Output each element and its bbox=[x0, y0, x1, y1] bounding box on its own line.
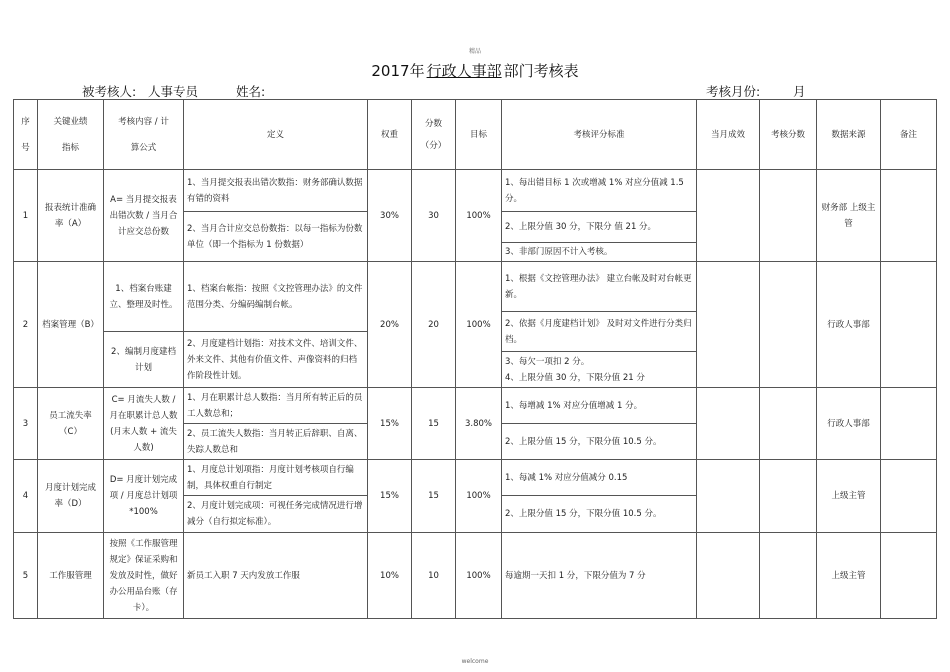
assessment-table bbox=[13, 99, 937, 619]
cell-standard: 2、上限分值 30 分，下限分 值 21 分。 bbox=[502, 212, 697, 243]
col-remark: 备注 bbox=[881, 100, 937, 170]
table-row bbox=[14, 170, 937, 212]
cell-assess-score bbox=[760, 170, 817, 262]
cell-score: 10 bbox=[412, 533, 456, 619]
month-unit: 月 bbox=[793, 84, 806, 99]
cell-score: 15 bbox=[412, 460, 456, 533]
assessee-value: 人事专员 bbox=[148, 84, 199, 99]
cell-remark bbox=[881, 460, 937, 533]
cell-weight: 10% bbox=[368, 533, 412, 619]
cell-content: C= 月流失人数 / 月在职累计总人数(月末人数 + 流失人数) bbox=[104, 388, 184, 460]
cell-weight: 15% bbox=[368, 460, 412, 533]
cell-actual bbox=[697, 460, 760, 533]
cell-target: 100% bbox=[456, 170, 502, 262]
cell-standard: 1、每减 1% 对应分值减分 0.15 bbox=[502, 460, 697, 496]
col-content: 考核内容 / 计 算公式 bbox=[104, 100, 184, 170]
cell-assess-score bbox=[760, 533, 817, 619]
cell-seq: 4 bbox=[14, 460, 38, 533]
cell-definition: 1、档案台帐指：按照《文控管理办法》的文件范围分类、分编码编制台帐。 bbox=[184, 262, 368, 332]
col-definition: 定义 bbox=[184, 100, 368, 170]
cell-kpi: 月度计划完成率（D） bbox=[38, 460, 104, 533]
cell-standard: 每逾期一天扣 1 分，下限分值为 7 分 bbox=[502, 533, 697, 619]
cell-definition: 1、当月提交报表出错次数指：财务部确认数据有错的资料 bbox=[184, 170, 368, 212]
cell-standard: 3、非部门原因不计入考核。 bbox=[502, 243, 697, 262]
cell-actual bbox=[697, 170, 760, 262]
cell-seq: 5 bbox=[14, 533, 38, 619]
cell-weight: 20% bbox=[368, 262, 412, 388]
cell-content: 1、档案台账建立、整理及时性。 bbox=[104, 262, 184, 332]
cell-seq: 2 bbox=[14, 262, 38, 388]
header-row bbox=[14, 100, 937, 170]
cell-target: 100% bbox=[456, 533, 502, 619]
title-year: 2017年 bbox=[371, 62, 425, 80]
cell-assess-score bbox=[760, 262, 817, 388]
col-weight: 权重 bbox=[368, 100, 412, 170]
cell-score: 30 bbox=[412, 170, 456, 262]
cell-assess-score bbox=[760, 388, 817, 460]
cell-actual bbox=[697, 533, 760, 619]
month-label: 考核月份: bbox=[706, 84, 761, 99]
cell-remark bbox=[881, 170, 937, 262]
cell-remark bbox=[881, 533, 937, 619]
title-suffix: 部门考核表 bbox=[503, 62, 579, 80]
cell-kpi: 员工流失率（C） bbox=[38, 388, 104, 460]
cell-definition: 2、员工流失人数指：当月转正后辞职、自离、失踪人数总和 bbox=[184, 424, 368, 460]
cell-standard: 1、每出错目标 1 次或增减 1% 对应分值减 1.5 分。 bbox=[502, 170, 697, 212]
cell-remark bbox=[881, 262, 937, 388]
cell-standard: 2、依据《月度建档计划》 及时对文件进行分类归档。 bbox=[502, 312, 697, 352]
cell-content: A= 当月提交报表出错次数 / 当月合计应交总份数 bbox=[104, 170, 184, 262]
col-standard: 考核评分标准 bbox=[502, 100, 697, 170]
cell-source: 行政人事部 bbox=[817, 388, 881, 460]
page-title bbox=[0, 60, 950, 81]
table-row bbox=[14, 388, 937, 424]
cell-kpi: 报表统计准确率（A） bbox=[38, 170, 104, 262]
cell-weight: 30% bbox=[368, 170, 412, 262]
cell-actual bbox=[697, 388, 760, 460]
cell-source: 行政人事部 bbox=[817, 262, 881, 388]
cell-definition: 1、月在职累计总人数指：当月所有转正后的员工人数总和； bbox=[184, 388, 368, 424]
table-row bbox=[14, 460, 937, 496]
cell-target: 3.80% bbox=[456, 388, 502, 460]
cell-seq: 1 bbox=[14, 170, 38, 262]
cell-definition: 1、月度总计划项指：月度计划考核项自行编制，具体权重自行制定 bbox=[184, 460, 368, 496]
table-row bbox=[14, 533, 937, 619]
col-seq: 序 号 bbox=[14, 100, 38, 170]
cell-content: 2、编制月度建档计划 bbox=[104, 332, 184, 388]
cell-definition: 2、当月合计应交总份数指：以每一指标为份数单位（即一个指标为 1 份数据） bbox=[184, 212, 368, 262]
col-actual: 当月成效 bbox=[697, 100, 760, 170]
title-dept: 行政人事部 bbox=[426, 62, 502, 80]
cell-standard: 3、每欠一项扣 2 分。 4、上限分值 30 分，下限分值 21 分 bbox=[502, 352, 697, 388]
cell-weight: 15% bbox=[368, 388, 412, 460]
cell-source: 财务部 上级主管 bbox=[817, 170, 881, 262]
col-assess-score: 考核分数 bbox=[760, 100, 817, 170]
cell-assess-score bbox=[760, 460, 817, 533]
cell-score: 15 bbox=[412, 388, 456, 460]
col-source: 数据来源 bbox=[817, 100, 881, 170]
cell-target: 100% bbox=[456, 262, 502, 388]
col-score: 分数 （分） bbox=[412, 100, 456, 170]
cell-remark bbox=[881, 388, 937, 460]
cell-definition: 新员工入职 7 天内发放工作服 bbox=[184, 533, 368, 619]
assessee-label: 被考核人: bbox=[82, 84, 137, 99]
cell-definition: 2、月度计划完成项：可视任务完成情况进行增减分（自行拟定标准）。 bbox=[184, 496, 368, 533]
cell-definition: 2、月度建档计划指：对技术文件、培训文件、外来文件、其他有价值文件、声像资料的归档作阶段性计划。 bbox=[184, 332, 368, 388]
name-label: 姓名: bbox=[236, 84, 266, 99]
header-note: 精品 bbox=[468, 48, 481, 55]
footer-note: welcome bbox=[461, 658, 489, 665]
cell-seq: 3 bbox=[14, 388, 38, 460]
col-target: 目标 bbox=[456, 100, 502, 170]
cell-standard: 1、每增减 1% 对应分值增减 1 分。 bbox=[502, 388, 697, 424]
cell-standard: 1、根据《文控管理办法》 建立台帐及时对台帐更新。 bbox=[502, 262, 697, 312]
cell-standard: 2、上限分值 15 分，下限分值 10.5 分。 bbox=[502, 424, 697, 460]
cell-source: 上级主管 bbox=[817, 460, 881, 533]
cell-score: 20 bbox=[412, 262, 456, 388]
col-kpi: 关键业绩 指标 bbox=[38, 100, 104, 170]
cell-kpi: 工作服管理 bbox=[38, 533, 104, 619]
cell-target: 100% bbox=[456, 460, 502, 533]
cell-actual bbox=[697, 262, 760, 388]
cell-kpi: 档案管理（B） bbox=[38, 262, 104, 388]
cell-source: 上级主管 bbox=[817, 533, 881, 619]
cell-content: D= 月度计划完成项 / 月度总计划项 *100% bbox=[104, 460, 184, 533]
table-row bbox=[14, 262, 937, 312]
cell-standard: 2、上限分值 15 分，下限分值 10.5 分。 bbox=[502, 496, 697, 533]
cell-content: 按照《工作服管理规定》保证采购和发放及时性，做好办公用品台账（存卡）。 bbox=[104, 533, 184, 619]
